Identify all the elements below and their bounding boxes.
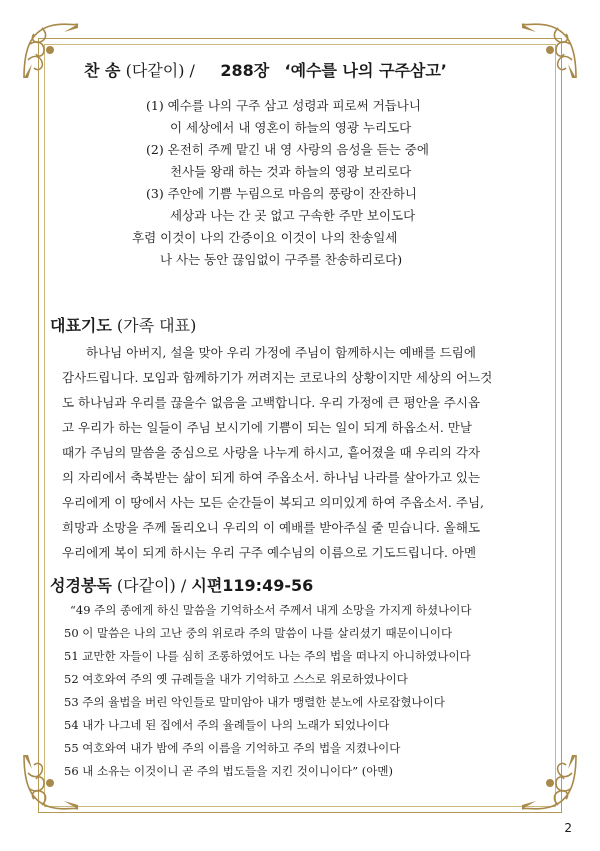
floral-corner-icon [20,20,82,82]
scripture-reference: 시편119:49-56 [191,576,314,595]
floral-corner-icon [518,751,580,813]
verse-line: 51 교만한 자들이 나를 심히 조롱하였어도 나는 주의 법을 떠나지 아니하였나이다 [64,649,471,663]
hymn-mode: (다같이) / [125,61,195,80]
prayer-line: 우리에게 복이 되게 하시는 우리 구주 예수님의 이름으로 기도드립니다. 아멘 [62,545,477,560]
hymn-line: (1) 예수를 나의 구주 삼고 성령과 피로써 거듭나니 [146,98,421,113]
prayer-line: 때가 주님의 말씀을 중심으로 사랑을 나누게 하시고, 흩어졌을 때 우리의 각자 [62,445,481,460]
verse-line: 54 내가 나그네 된 집에서 주의 율례들이 나의 노래가 되었나이다 [64,718,390,732]
hymn-line: (3) 주안에 기쁨 누림으로 마음의 풍랑이 잔잔하니 [146,186,417,201]
hymn-line: 천사들 왕래 하는 것과 하늘의 영광 보리로다 [170,164,412,179]
hymn-label: 찬 송 [84,61,121,80]
scripture-label: 성경봉독 [50,576,112,595]
prayer-mode: (가족 대표) [116,316,197,335]
hymn-line: 나 사는 동안 끊임없이 구주를 찬송하리로다) [160,252,403,267]
prayer-line: 희망과 소망을 주께 돌리오니 우리의 이 예배를 받아주실 줄 믿습니다. 올해도 [62,520,481,535]
floral-corner-icon [518,20,580,82]
scripture-heading [50,573,313,596]
prayer-line: 고 우리가 하는 일들이 주님 보시기에 기쁨이 되는 일이 되게 하옵소서. 만날 [62,420,472,435]
verse-line: 53 주의 율법을 버린 악인들로 말미암아 내가 맹렬한 분노에 사로잡혔나이다 [64,695,445,709]
hymn-title: ‘예수를 나의 구주삼고’ [284,61,447,80]
hymn-heading [84,58,447,81]
scripture-mode: (다같이) / [116,576,187,595]
prayer-line: 의 자리에서 축복받는 삶이 되게 하여 주옵소서. 하나님 나라를 살아가고 있는 [62,470,481,485]
verse-line: 55 여호와여 내가 밤에 주의 이름을 기억하고 주의 법을 지켰나이다 [64,741,401,755]
verse-line: “49 주의 종에게 하신 말씀을 기억하소서 주께서 내게 소망을 가지게 하셨나이다 [70,603,472,617]
hymn-line: 이 세상에서 내 영혼이 하늘의 영광 누리도다 [170,120,412,135]
verse-line: 56 내 소유는 이것이니 곧 주의 법도들을 지킨 것이니이다” (아멘) [64,764,393,778]
prayer-line: 하나님 아버지, 설을 맞아 우리 가정에 주님이 함께하시는 예배를 드림에 [86,345,476,360]
hymn-number: 288장 [220,61,270,80]
prayer-label: 대표기도 [50,316,112,335]
verse-line: 50 이 말씀은 나의 고난 중의 위로라 주의 말씀이 나를 살리셨기 때문이니이다 [64,626,453,640]
page-number: 2 [564,821,572,835]
hymn-line: 세상과 나는 간 곳 없고 구속한 주만 보이도다 [170,208,416,223]
verse-line: 52 여호와여 주의 옛 규례들을 내가 기억하고 스스로 위로하였나이다 [64,672,408,686]
hymn-line: 후렴 이것이 나의 간증이요 이것이 나의 찬송일세 [132,230,398,245]
prayer-line: 감사드립니다. 모임과 함께하기가 꺼려지는 코로나의 상황이지만 세상의 어느것 [62,370,493,385]
prayer-line: 우리에게 이 땅에서 사는 모든 순간들이 복되고 의미있게 하여 주옵소서. 주님, [62,495,485,510]
prayer-line: 도 하나님과 우리를 끊을수 없음을 고백합니다. 우리 가정에 큰 평안을 주시옵 [62,395,481,410]
floral-corner-icon [20,751,82,813]
hymn-line: (2) 온전히 주께 맡긴 내 영 사랑의 음성을 듣는 중에 [146,142,429,157]
prayer-heading [50,313,196,336]
